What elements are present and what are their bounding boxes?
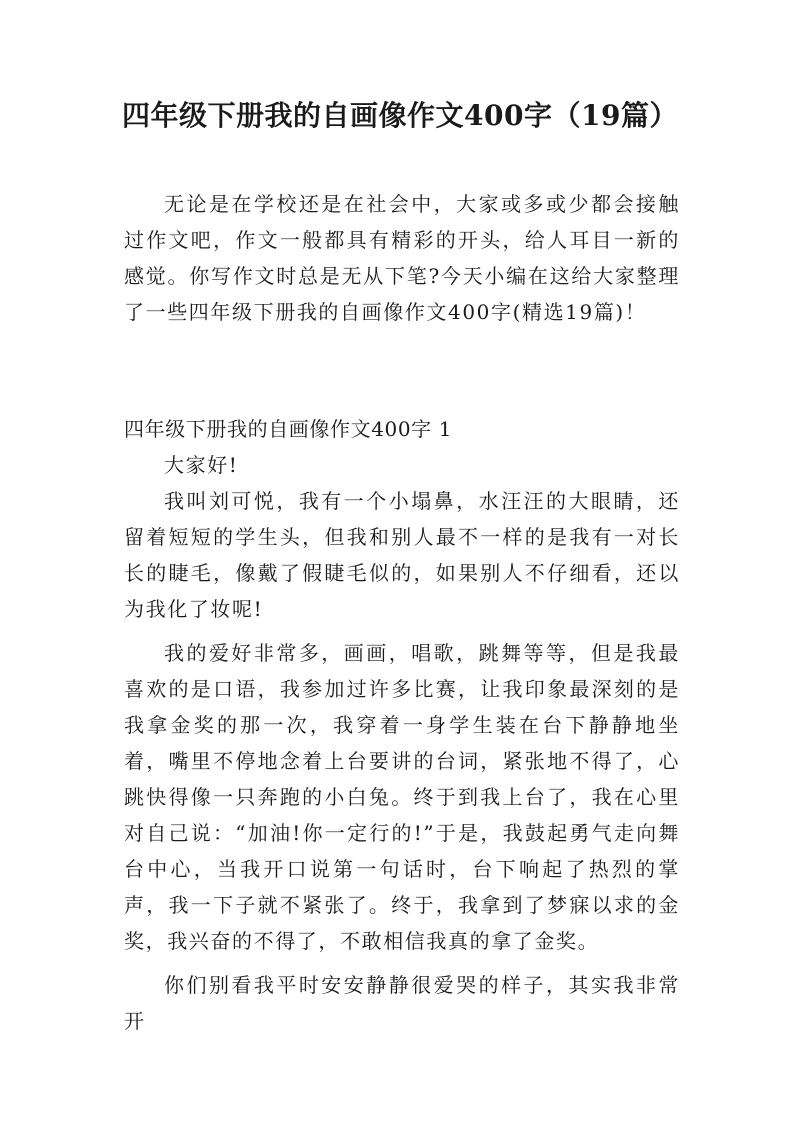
essay-section: [124, 411, 680, 1039]
document-title: 四年级下册我的自画像作文400字（19篇）: [122, 99, 678, 132]
essay-greeting: 大家好!: [164, 453, 239, 477]
essay-paragraph: 我的爱好非常多，画画，唱歌，跳舞等等，但是我最喜欢的是口语，我参加过许多比赛，让我印象最深刻的是我拿金奖的那一次，我穿着一身学生装在台下静静地坐着，嘴里不停地念着上台要讲的台词，紧张地不得了，心跳快得像一只奔跑的小白兔。终于到我上台了，我在心里对自己说：“加油!你一定行的!”于是，我鼓起勇气走向舞台中心，当我开口说第一句话时，台下响起了热烈的掌声，我一下子就不紧张了。终于，我拿到了梦寐以求的金奖，我兴奋的不得了，不敢相信我真的拿了金奖。: [124, 641, 680, 953]
intro-paragraph: 无论是在学校还是在社会中，大家或多或少都会接触过作文吧，作文一般都具有精彩的开头，给人耳目一新的感觉。你写作文时总是无从下笔?今天小编在这给大家整理了一些四年级下册我的自画像作文400字(精选19篇)！: [124, 192, 680, 324]
essay-paragraph: 我叫刘可悦，我有一个小塌鼻，水汪汪的大眼睛，还留着短短的学生头，但我和别人最不一样的是我有一对长长的睫毛，像戴了假睫毛似的，如果别人不仔细看，还以为我化了妆呢!: [124, 489, 680, 621]
essay-heading: 四年级下册我的自画像作文400字 1: [124, 417, 453, 441]
intro-section: [124, 186, 680, 330]
essay-paragraph: 你们别看我平时安安静静很爱哭的样子，其实我非常开: [124, 973, 680, 1033]
